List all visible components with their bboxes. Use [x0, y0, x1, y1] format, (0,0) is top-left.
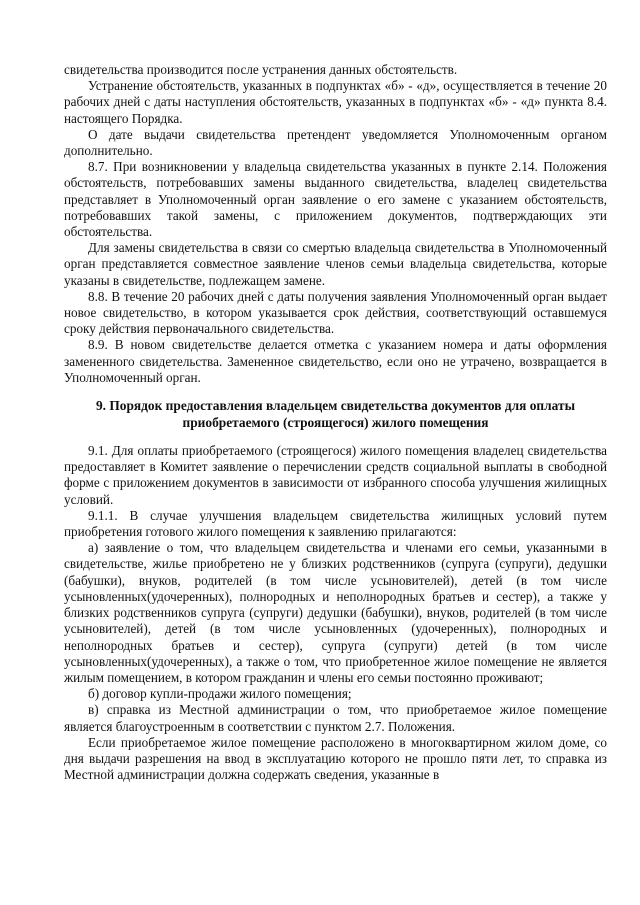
paragraph-continuation: свидетельства производится после устранения данных обстоятельств.	[64, 62, 458, 77]
heading-line-1: 9. Порядок предоставления владельцем свидетельства документов для оплаты	[95, 398, 576, 414]
paragraph-8-8: 8.8. В течение 20 рабочих дней с даты получения заявления Уполномоченный орган выдает новое свидетельство, в котором указывается срок действия, соответствующий оставшемуся сроку действия первоначального свидетельства.	[64, 288, 607, 337]
paragraph-9-1: 9.1. Для оплаты приобретаемого (строящегося) жилого помещения владелец свидетельства предоставляет в Комитет заявление о перечислении средств социальной выплаты в свободной форме с приложением документов в зависимости от избранного способа улучшения жилищных условий.	[64, 443, 607, 507]
paragraph-8-7: 8.7. При возникновении у владельца свидетельства указанных в пункте 2.14. Положения обстоятельств, потребовавших замены выданного свидетельства, владелец свидетельства представляет в Уполномоченный орган заявление о его замене с указанием обстоятельств, потребовавших такой замены, с приложением документов, подтверждающих эти обстоятельства.	[64, 159, 607, 240]
list-item-a: а) заявление о том, что владельцем свидетельства и членами его семьи, указанными в свидетельстве, жилье приобретено не у близких родственников (супруга (супруги), дедушки (бабушки), внуков, родителей (в том числе усыновителей), детей (в том числе усыновленных(удочеренных), полнородных и неполнородных братьев и сестер), а также у близких родственников супруга (супруги) дедушки (бабушки), внуков, родителей (в том числе усыновителей), детей (в том числе усыновленных (удочеренных), полнородных и неполнородных братьев и сестер), супруга (супруги) детей (в том числе усыновленных(удочеренных), а также о том, что приобретенное жилое помещение не является жилым помещением, в котором гражданин и члены его семьи постоянно проживают;	[64, 540, 607, 685]
list-item-b: б) договор купли-продажи жилого помещения;	[88, 686, 352, 702]
bottom-section	[64, 443, 607, 783]
heading-line-2: приобретаемого (строящегося) жилого помещения	[182, 414, 489, 430]
top-section	[64, 62, 607, 386]
paragraph-notification: О дате выдачи свидетельства претендент уведомляется Уполномоченным органом дополнительно.	[64, 126, 607, 159]
paragraph-9-1-1: 9.1.1. В случае улучшения владельцем свидетельства жилищных условий путем приобретения готового жилого помещения к заявлению прилагаются:	[64, 507, 607, 540]
paragraph-elimination: Устранение обстоятельств, указанных в подпунктах «б» - «д», осуществляется в течение 20 рабочих дней с даты наступления обстоятельств, указанных в подпунктах «б» - «д» пункта 8.4. настоящего Порядка.	[64, 78, 607, 126]
paragraph-death-replacement: Для замены свидетельства в связи со смертью владельца свидетельства в Уполномоченный орган представляется совместное заявление членов семьи владельца свидетельства, которые указаны в свидетельстве, подлежащем замене.	[64, 240, 607, 288]
paragraph-8-9: 8.9. В новом свидетельстве делается отметка с указанием номера и даты оформления замененного свидетельства. Замененное свидетельство, если оно не утрачено, возвращается в Уполномоченный орган.	[64, 337, 607, 385]
section-9-heading	[64, 398, 607, 431]
paragraph-apartment-building: Если приобретаемое жилое помещение расположено в многоквартирном жилом доме, со дня выдачи разрешения на ввод в эксплуатацию которого не прошло пяти лет, то справка из Местной администрации должна содержать сведения, указанные в	[64, 734, 607, 783]
list-item-v: в) справка из Местной администрации о том, что приобретаемое жилое помещение является благоустроенным в соответствии с пунктом 2.7. Положения.	[64, 702, 607, 734]
